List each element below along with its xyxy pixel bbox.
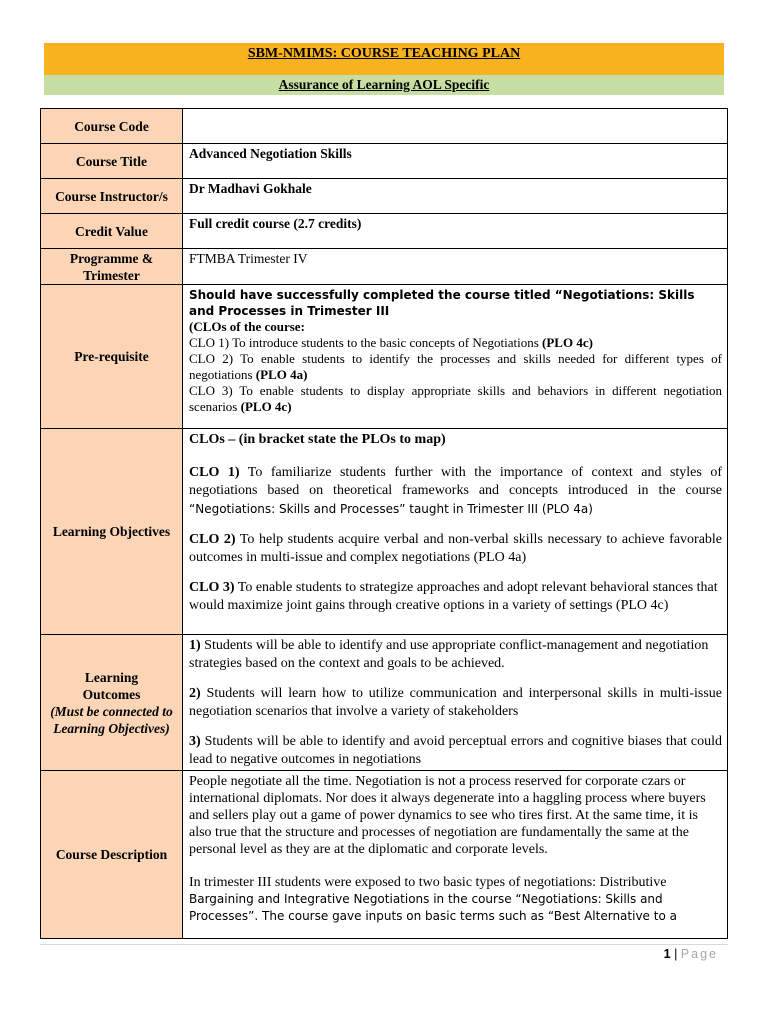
credit-label: Credit Value xyxy=(41,214,183,249)
description-label: Course Description xyxy=(41,771,183,939)
outcome-3-text: Students will be able to identify and avoid perceptual errors and cognitive biases that could lead to negative outcomes in negotiations xyxy=(189,734,722,767)
outcome-2-text: Students will learn how to utilize communication and interpersonal skills in multi-issue negotiation scenarios that involve a variety of stakeholders xyxy=(189,686,722,719)
page-number: 1 xyxy=(663,947,671,961)
prerequisite-clo2-text: CLO 2) To enable students to identify the processes and skills needed for different types of negotiations xyxy=(189,351,722,382)
outcome-1-text: Students will be able to identify and use appropriate conflict-management and negotiation strategies based on the context and goals to be achieved. xyxy=(189,638,709,671)
outcome-1 xyxy=(189,637,722,673)
course-plan-table xyxy=(40,108,728,939)
prerequisite-course-line: Should have successfully completed the course titled “Negotiations: Skills and Processes in Trimester III xyxy=(189,288,695,318)
objectives-clo2 xyxy=(189,531,722,567)
objectives-heading: CLOs – (in bracket state the PLOs to map) xyxy=(189,432,446,447)
prerequisite-clo3-text: CLO 3) To enable students to display appropriate skills and behaviors in different negotiation scenarios xyxy=(189,383,722,414)
row-course-code xyxy=(41,109,728,144)
prerequisite-value xyxy=(183,285,728,429)
outcome-1-num: 1) xyxy=(189,638,201,653)
objectives-clo3-text: To enable students to strategize approaches and adopt relevant behavioral stances that would maximize joint gains through creative options in a variety of settings (PLO 4c) xyxy=(189,580,718,613)
description-para-2b: Bargaining and Integrative Negotiations in the course “Negotiations: Skills and Processes”. The course gave inputs on basic terms such as “Best Alternative to a xyxy=(189,892,677,923)
prerequisite-clo1 xyxy=(189,335,722,351)
programme-label: Programme & Trimester xyxy=(41,249,183,285)
outcomes-label-note: (Must be connected to Learning Objectives) xyxy=(50,703,173,736)
description-para-2a: In trimester III students were exposed to two basic types of negotiations: Distributive xyxy=(189,875,667,890)
page-word: Page xyxy=(680,947,718,961)
objectives-clo2-label: CLO 2) xyxy=(189,532,236,547)
course-title-value: Advanced Negotiation Skills xyxy=(183,144,728,179)
prerequisite-clo3 xyxy=(189,383,722,415)
plan-title-banner xyxy=(44,43,724,75)
row-learning-objectives xyxy=(41,429,728,635)
programme-value: FTMBA Trimester IV xyxy=(183,249,728,285)
prerequisite-label: Pre-requisite xyxy=(41,285,183,429)
row-learning-outcomes xyxy=(41,635,728,771)
aol-subtitle: Assurance of Learning AOL Specific xyxy=(278,77,490,92)
row-instructor xyxy=(41,179,728,214)
course-code-value xyxy=(183,109,728,144)
objectives-clo1-text: To familiarize students further with the importance of context and styles of negotiations based on theoretical frameworks and concepts introduced in the course xyxy=(189,465,723,498)
prerequisite-clo3-plo: (PLO 4c) xyxy=(240,399,292,414)
outcome-3 xyxy=(189,733,722,769)
prerequisite-clo-heading: (CLOs of the course: xyxy=(189,319,305,334)
plan-title: SBM-NMIMS: COURSE TEACHING PLAN xyxy=(247,46,521,61)
description-para-2 xyxy=(189,874,722,925)
row-course-title xyxy=(41,144,728,179)
objectives-clo1 xyxy=(189,464,722,519)
row-programme xyxy=(41,249,728,285)
outcomes-label-line1: Learning xyxy=(84,669,139,685)
objectives-label: Learning Objectives xyxy=(41,429,183,635)
instructor-label: Course Instructor/s xyxy=(41,179,183,214)
instructor-value: Dr Madhavi Gokhale xyxy=(183,179,728,214)
prerequisite-clo2-plo: (PLO 4a) xyxy=(255,367,308,382)
course-title-label: Course Title xyxy=(41,144,183,179)
objectives-clo1-label: CLO 1) xyxy=(189,465,240,480)
objectives-clo1-quote: “Negotiations: Skills and Processes” taught in Trimester III (PLO 4a) xyxy=(189,502,593,516)
row-prerequisite xyxy=(41,285,728,429)
page-separator: | xyxy=(674,947,678,961)
outcomes-label-line2: Outcomes xyxy=(82,686,141,702)
objectives-value xyxy=(183,429,728,635)
outcomes-value xyxy=(183,635,728,771)
description-value xyxy=(183,771,728,939)
course-code-label: Course Code xyxy=(41,109,183,144)
aol-banner xyxy=(44,75,724,95)
credit-value: Full credit course (2.7 credits) xyxy=(183,214,728,249)
prerequisite-clo1-text: CLO 1) To introduce students to the basic concepts of Negotiations xyxy=(189,335,543,350)
objectives-clo3-label: CLO 3) xyxy=(189,580,235,595)
description-para-1: People negotiate all the time. Negotiation is not a process reserved for corporate czars or international diplomats. Nor does it always degenerate into a haggling process where buyers and sellers play out a game of power dynamics to see who tires first. At the same time, it is also true that the structure and processes of negotiation are fundamentally the same at the personal level as they are at the diplomatic and corporate levels. xyxy=(189,774,706,857)
outcomes-label xyxy=(41,635,183,771)
objectives-clo3 xyxy=(189,579,722,615)
prerequisite-clo1-plo: (PLO 4c) xyxy=(542,335,593,350)
outcome-2-num: 2) xyxy=(189,686,201,701)
outcome-3-num: 3) xyxy=(189,734,201,749)
footer-divider xyxy=(40,944,728,945)
prerequisite-clo2 xyxy=(189,351,722,383)
row-course-description xyxy=(41,771,728,939)
row-credit-value xyxy=(41,214,728,249)
objectives-clo2-text: To help students acquire verbal and non-verbal skills necessary to achieve favorable outcomes in multi-issue and complex negotiations (PLO 4a) xyxy=(189,532,723,565)
outcome-2 xyxy=(189,685,722,721)
page-footer xyxy=(664,947,718,961)
